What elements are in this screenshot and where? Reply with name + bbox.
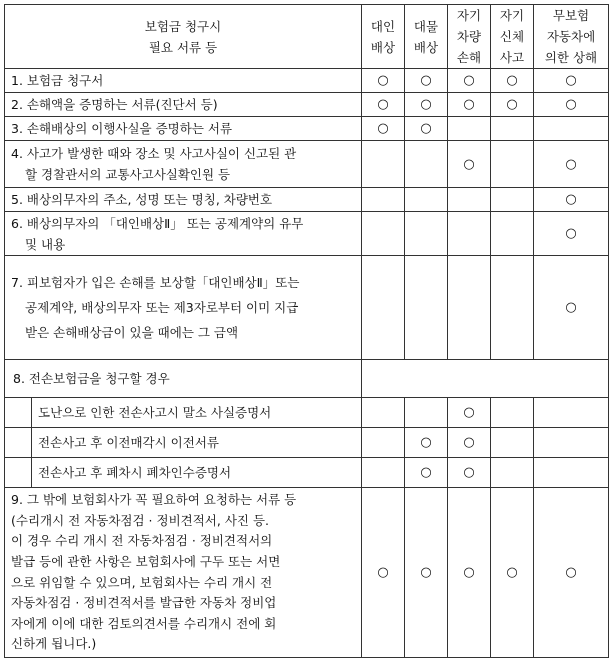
header-col-line: 차량 [456,29,482,44]
circle-mark-icon: ○ [463,565,475,580]
table-row [5,141,609,188]
row-doc-line: 및 내용 [25,236,66,252]
mark-cell [362,428,405,458]
row-doc-line: 9. 그 밖에 보험회사가 꼭 필요하여 요청하는 서류 등 [11,492,297,508]
row-doc-line: 4. 사고가 발생한 때와 장소 및 사고사실이 신고된 관 [11,146,297,161]
mark-cell [534,398,609,428]
circle-mark-icon: ○ [463,97,475,112]
table-row-sub [5,428,609,458]
mark-cell [491,117,534,141]
header-col-uninsured [534,5,609,69]
header-col-bodily-injury [362,5,405,69]
sub-doc-text [5,398,362,428]
row-doc-line: 받은 손해배상금이 있을 때에는 그 금액 [25,325,239,340]
row-doc-line: 으로 위임할 수 있으며, 보험회사는 수리 개시 전 [11,574,273,590]
sub-doc-label: 도난으로 인한 전손사고시 말소 사실증명서 [31,398,355,427]
mark-cell [491,428,534,458]
header-col-line: 자기 [456,8,482,23]
mark-cell [448,188,491,212]
header-col-line: 무보험 [552,8,590,23]
circle-mark-icon: ○ [565,97,577,112]
mark-cell [534,488,609,658]
mark-cell [405,212,448,256]
sub-doc-text [5,458,362,488]
header-col-line: 대물 [413,18,439,34]
mark-cell [491,488,534,658]
circle-mark-icon: ○ [420,565,432,580]
row-doc-text: 2. 손해액을 증명하는 서류(진단서 등) [5,93,362,117]
mark-cell [491,256,534,360]
mark-cell [362,141,405,188]
header-title-line2: 필요 서류 등 [148,39,218,55]
mark-cell [534,93,609,117]
row-doc-line: 6. 배상의무자의 「대인배상Ⅱ」 또는 공제계약의 유무 [11,215,304,231]
mark-cell [534,428,609,458]
mark-cell [362,458,405,488]
mark-cell [448,488,491,658]
mark-cell [362,256,405,360]
header-col-line: 사고 [499,50,525,65]
mark-cell [405,117,448,141]
row-doc-text: 1. 보험금 청구서 [5,69,362,93]
mark-cell [405,93,448,117]
total-loss-blank [362,360,609,398]
mark-cell [491,93,534,117]
table-row [5,117,609,141]
row-doc-text: 5. 배상의무자의 주소, 성명 또는 명칭, 차량번호 [5,188,362,212]
sub-doc-label: 전손사고 후 이전매각시 이전서류 [31,428,355,457]
mark-cell [362,212,405,256]
mark-cell [405,458,448,488]
table-row-sub [5,458,609,488]
claim-documents-table [4,4,609,658]
mark-cell [491,212,534,256]
header-title-line1: 보험금 청구시 [144,18,222,34]
mark-cell [448,69,491,93]
mark-cell [534,188,609,212]
mark-cell [491,69,534,93]
mark-cell [448,398,491,428]
mark-cell [362,188,405,212]
circle-mark-icon: ○ [377,97,389,112]
circle-mark-icon: ○ [377,121,389,136]
row-doc-line: 공제계약, 배상의무자 또는 제3자로부터 이미 지급 [25,300,299,315]
mark-cell [405,69,448,93]
mark-cell [362,398,405,428]
row-doc-line: (수리개시 전 자동차점검 · 정비견적서, 사진 등. [11,512,269,528]
header-col-line: 배상 [370,39,396,55]
circle-mark-icon: ○ [420,465,432,480]
mark-cell [362,117,405,141]
mark-cell [405,488,448,658]
mark-cell [534,69,609,93]
mark-cell [491,398,534,428]
mark-cell [362,93,405,117]
mark-cell [534,212,609,256]
circle-mark-icon: ○ [377,73,389,88]
circle-mark-icon: ○ [463,156,475,172]
mark-cell [534,458,609,488]
mark-cell [491,458,534,488]
row-doc-line: 자동차점검 · 정비견적서를 발급한 자동차 정비업 [11,595,277,611]
total-loss-title: 8. 전손보험금을 청구할 경우 [5,360,362,398]
mark-cell [405,398,448,428]
table-row [5,69,609,93]
row-doc-line: 발급 등에 관한 사항은 보험회사에 구두 또는 서면 [11,553,281,569]
circle-mark-icon: ○ [463,465,475,480]
mark-cell [405,428,448,458]
mark-cell [491,141,534,188]
circle-mark-icon: ○ [506,73,518,88]
header-col-line: 의한 상해 [544,50,598,65]
mark-cell [448,141,491,188]
table-row [5,256,609,360]
circle-mark-icon: ○ [463,73,475,88]
row-doc-line: 할 경찰관서의 교통사고사실확인원 등 [25,167,231,182]
header-col-line: 자기 [499,8,525,23]
mark-cell [405,256,448,360]
table-row-sub [5,398,609,428]
circle-mark-icon: ○ [565,156,577,172]
sub-doc-text [5,428,362,458]
circle-mark-icon: ○ [420,73,432,88]
circle-mark-icon: ○ [565,73,577,88]
mark-cell [448,458,491,488]
row-doc-line: 이 경우 수리 개시 전 자동차점검 · 정비견적서의 [11,533,273,549]
circle-mark-icon: ○ [377,565,389,580]
row-doc-text: 3. 손해배상의 이행사실을 증명하는 서류 [5,117,362,141]
circle-mark-icon: ○ [506,565,518,580]
mark-cell [405,188,448,212]
circle-mark-icon: ○ [420,435,432,450]
row-doc-text [5,212,362,256]
circle-mark-icon: ○ [565,300,577,315]
header-col-line: 배상 [413,39,439,55]
row-doc-line: 자에게 이에 대한 검토의견서를 수리개시 전에 회 [11,615,277,631]
table-row-total-loss [5,360,609,398]
header-col-own-body [491,5,534,69]
mark-cell [448,256,491,360]
circle-mark-icon: ○ [420,121,432,136]
circle-mark-icon: ○ [463,435,475,450]
row-doc-line: 신하게 됩니다.) [11,636,97,652]
mark-cell [362,488,405,658]
table-row [5,488,609,658]
table-row [5,188,609,212]
mark-cell [448,428,491,458]
mark-cell [362,69,405,93]
circle-mark-icon: ○ [420,97,432,112]
mark-cell [405,141,448,188]
row-doc-line: 7. 피보험자가 입은 손해를 보상할「대인배상Ⅱ」또는 [11,275,300,290]
circle-mark-icon: ○ [565,192,577,207]
circle-mark-icon: ○ [506,97,518,112]
circle-mark-icon: ○ [463,405,475,420]
circle-mark-icon: ○ [565,226,577,241]
mark-cell [534,117,609,141]
mark-cell [448,212,491,256]
header-col-own-vehicle [448,5,491,69]
header-row [5,5,609,69]
row-doc-text [5,256,362,360]
table-row [5,93,609,117]
header-col-property-damage [405,5,448,69]
row-doc-text [5,141,362,188]
mark-cell [448,117,491,141]
sub-doc-label: 전손사고 후 폐차시 폐차인수증명서 [31,458,355,487]
mark-cell [534,141,609,188]
mark-cell [448,93,491,117]
mark-cell [491,188,534,212]
header-col-line: 신체 [499,29,525,44]
mark-cell [534,256,609,360]
header-col-line: 손해 [456,50,482,65]
circle-mark-icon: ○ [565,565,577,580]
header-title [5,5,362,69]
table-row [5,212,609,256]
row-doc-text [5,488,362,658]
header-col-line: 자동차에 [546,29,596,44]
header-col-line: 대인 [370,18,396,34]
